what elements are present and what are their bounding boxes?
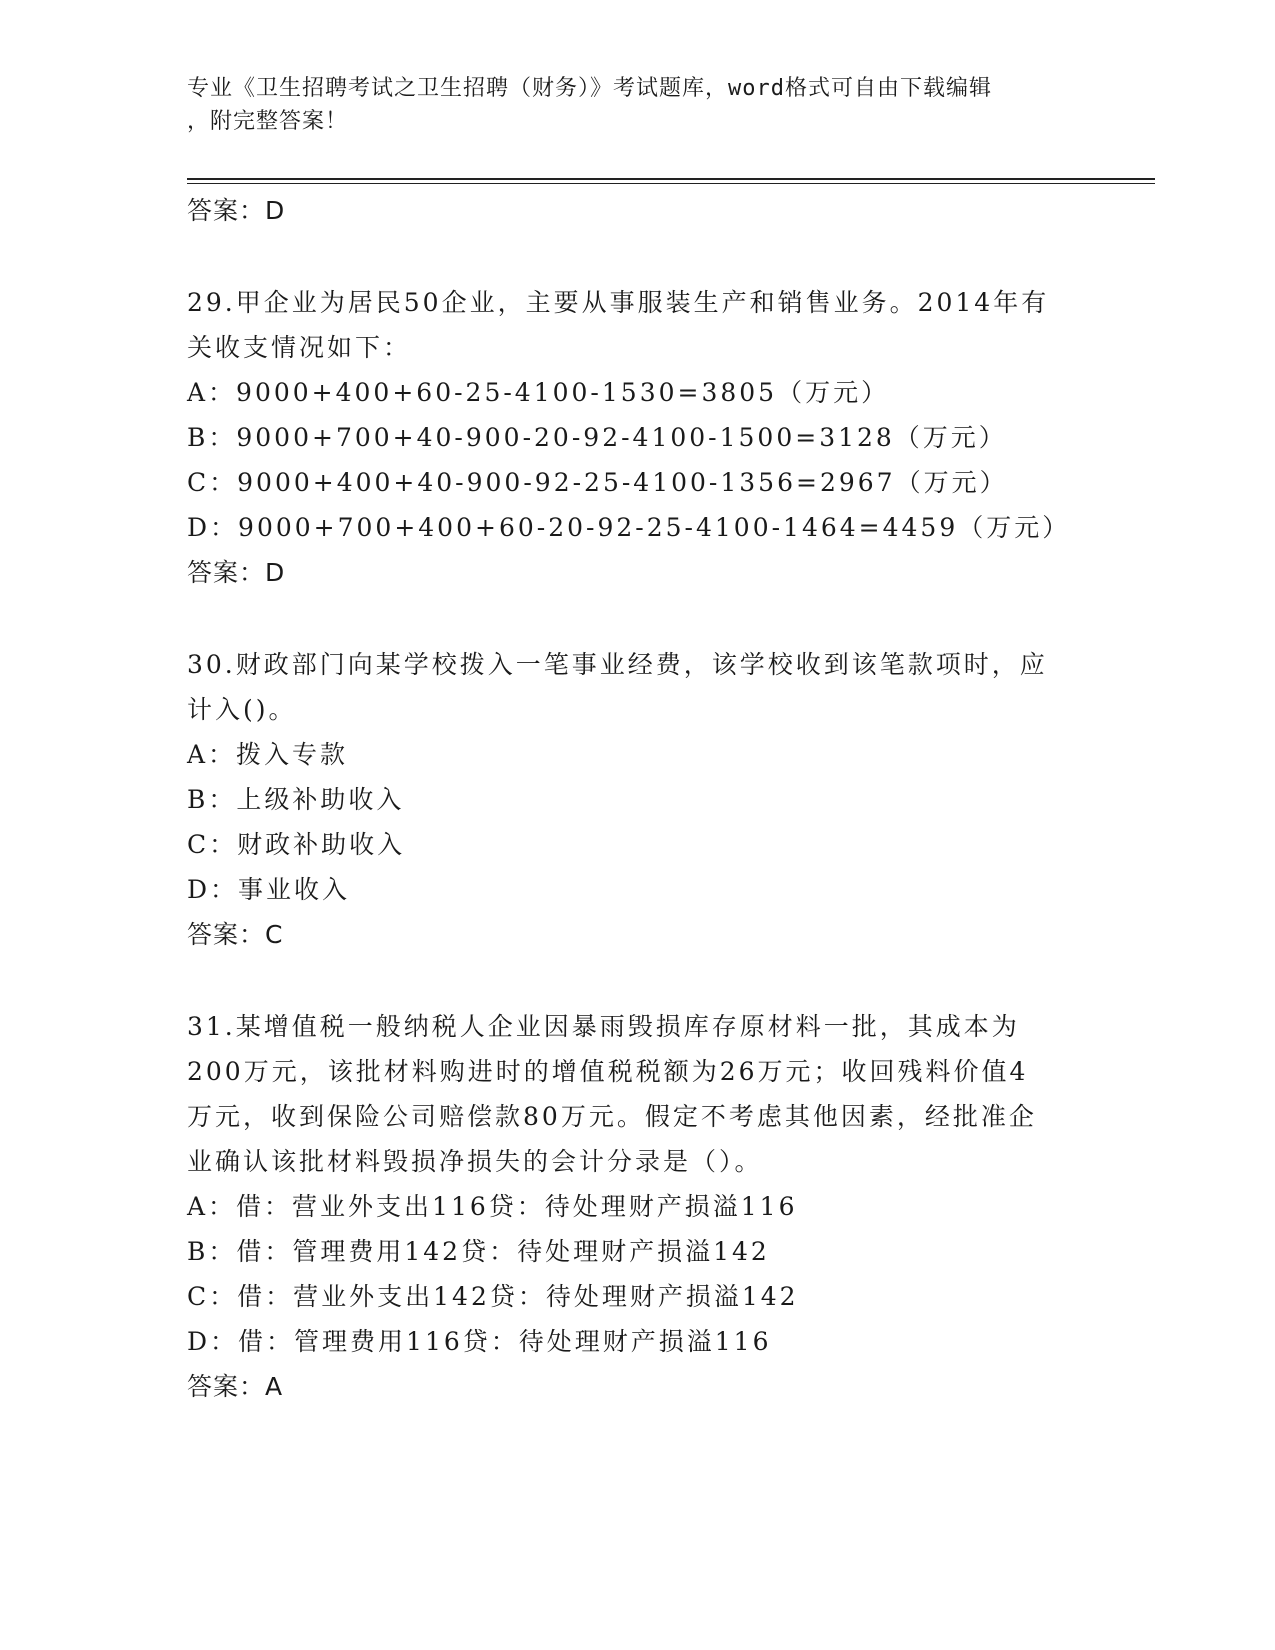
question-stem-line: 业确认该批材料毁损净损失的会计分录是（）。 — [187, 1147, 763, 1176]
option-d: D：借：管理费用116贷：待处理财产损溢116 — [187, 1327, 772, 1356]
question-stem-line: 29.甲企业为居民50企业，主要从事服装生产和销售业务。2014年有 — [187, 288, 1050, 317]
header-line-2: ，附完整答案！ — [187, 109, 349, 134]
option-c: C：9000+400+40-900-92-25-4100-1356=2967（万元） — [187, 468, 1008, 497]
option-b: B：9000+700+40-900-20-92-4100-1500=3128（万元） — [187, 423, 1007, 452]
question-stem-line: 31.某增值税一般纳税人企业因暴雨毁损库存原材料一批，其成本为 — [187, 1012, 1020, 1041]
document-header — [187, 72, 1077, 138]
option-d: D：9000+700+400+60-20-92-25-4100-1464=4459（万元） — [187, 513, 1071, 542]
spacer — [187, 595, 1087, 642]
option-b: B：上级补助收入 — [187, 785, 405, 814]
question-stem-line: 关收支情况如下： — [187, 333, 412, 362]
option-c: C：借：营业外支出142贷：待处理财产损溢142 — [187, 1282, 799, 1311]
question-29 — [187, 280, 1087, 595]
option-a: A：拨入专款 — [187, 740, 349, 769]
header-line-1: 专业《卫生招聘考试之卫生招聘（财务）》考试题库，word格式可自由下载编辑 — [187, 76, 992, 101]
header-rule-thick — [187, 178, 1155, 180]
answer: 答案：C — [187, 920, 284, 949]
spacer — [187, 233, 1087, 280]
option-a: A：9000+400+60-25-4100-1530=3805（万元） — [187, 378, 890, 407]
question-stem-line: 计入()。 — [187, 695, 297, 724]
option-b: B：借：管理费用142贷：待处理财产损溢142 — [187, 1237, 770, 1266]
question-31 — [187, 1004, 1087, 1409]
question-stem-line: 30.财政部门向某学校拨入一笔事业经费，该学校收到该笔款项时，应 — [187, 650, 1048, 679]
previous-answer: 答案：D — [187, 196, 286, 225]
question-30 — [187, 642, 1087, 957]
answer: 答案：D — [187, 558, 286, 587]
question-stem-line: 200万元，该批材料购进时的增值税税额为26万元；收回残料价值4 — [187, 1057, 1029, 1086]
document-body — [187, 188, 1087, 1409]
header-rule-thin — [187, 183, 1155, 184]
option-d: D：事业收入 — [187, 875, 351, 904]
spacer — [187, 957, 1087, 1004]
option-c: C：财政补助收入 — [187, 830, 406, 859]
answer: 答案：A — [187, 1372, 284, 1401]
question-stem-line: 万元，收到保险公司赔偿款80万元。假定不考虑其他因素，经批准企 — [187, 1102, 1037, 1131]
option-a: A：借：营业外支出116贷：待处理财产损溢116 — [187, 1192, 798, 1221]
